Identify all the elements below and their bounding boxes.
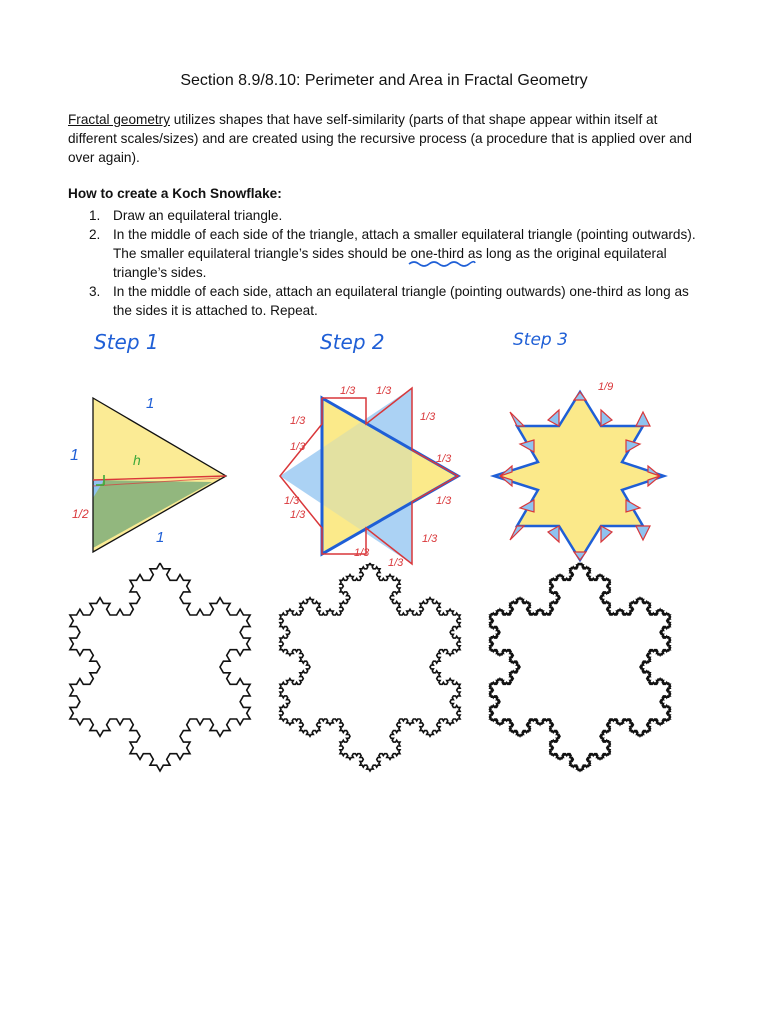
third-label: 1/3 (290, 441, 306, 453)
third-label: 1/3 (354, 547, 370, 559)
third-label: 1/3 (436, 495, 452, 507)
step-number: 1. (89, 208, 101, 223)
step-item-1 (68, 206, 708, 225)
fractal-geometry-term: Fractal geometry (68, 112, 170, 127)
koch-heading: How to create a Koch Snowflake: (68, 186, 282, 201)
step-number: 3. (89, 284, 101, 299)
page-title: Section 8.9/8.10: Perimeter and Area in Fractal Geometry (180, 72, 588, 89)
drawings-svg (0, 320, 768, 800)
side-bottom-label: 1 (156, 529, 165, 546)
step-text: In the middle of each side, attach an equilateral triangle (pointing outwards) one-third as long as the sides it is attached to. Repeat. (113, 284, 689, 318)
drawings-area (0, 320, 768, 800)
step-item-3 (68, 282, 708, 320)
step-number: 2. (89, 227, 101, 242)
intro-paragraph (68, 110, 708, 167)
intro-text: utilizes shapes that have self-similarity (parts of that shape appear within itself at different scales/sizes) and are created using the recursive process (a procedure that is applied over and over again). (68, 112, 692, 165)
highlight-word: one-third (410, 246, 465, 261)
squiggle-underline-icon (408, 260, 476, 268)
step-text-after: as long as the original equilateral triangle’s sides. (113, 246, 667, 280)
step-text-before: In the middle of each side of the triangle, attach a smaller equilateral triangle (pointing outwards). The smaller equilateral triangle’s sides should be (113, 227, 696, 261)
step-text: Draw an equilateral triangle. (113, 208, 283, 223)
third-label: 1/3 (376, 385, 392, 397)
height-label: h (133, 452, 141, 468)
ninth-label: 1/9 (598, 381, 614, 393)
third-label: 1/3 (388, 557, 404, 569)
steps-list (68, 206, 708, 320)
koch-outline (280, 563, 460, 771)
step1-triangle-drawing (70, 395, 226, 552)
one-third-highlight (410, 244, 464, 263)
koch-snowflake-iter4 (280, 563, 460, 771)
koch-outline (490, 563, 670, 771)
step2-label: Step 2 (320, 330, 385, 354)
third-label: 1/3 (422, 533, 438, 545)
third-label: 1/3 (290, 415, 306, 427)
koch-snowflake-iter5 (490, 563, 670, 771)
side-left-label: 1 (70, 447, 79, 464)
step3-label: Step 3 (513, 330, 568, 350)
third-label: 1/3 (420, 411, 436, 423)
koch-snowflake-iter3 (70, 563, 250, 771)
step3-snowflake-drawing (494, 381, 664, 560)
step2-star-drawing (280, 385, 458, 569)
koch-outline (70, 563, 250, 771)
side-top-label: 1 (146, 395, 155, 412)
third-label: 1/3 (436, 453, 452, 465)
third-label: 1/3 (290, 509, 306, 521)
third-label: 1/3 (340, 385, 356, 397)
third-label: 1/3 (284, 495, 300, 507)
step1-label: Step 1 (94, 330, 159, 354)
step-item-2 (68, 225, 708, 282)
half-label: 1/2 (72, 507, 89, 521)
